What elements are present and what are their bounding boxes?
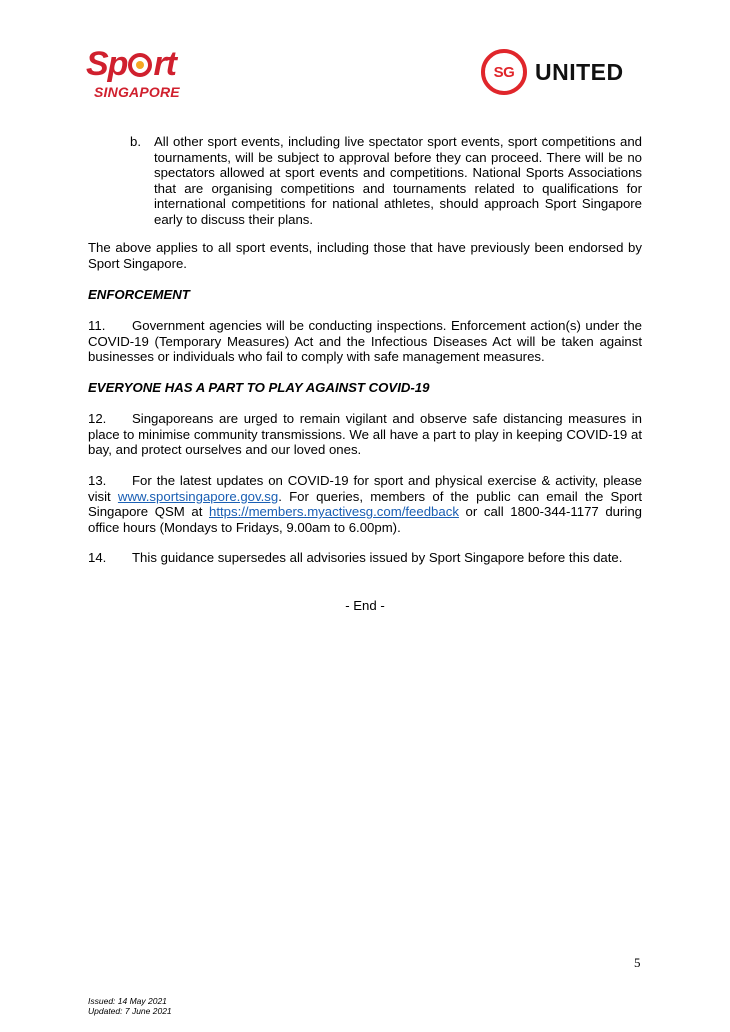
page-number: 5 [634,955,641,970]
applies-paragraph: The above applies to all sport events, including those that have previously been endorsed by Sport Singapore. [88,240,642,271]
paragraph-12-number: 12. [88,411,107,426]
sport-logo-word-post: rt [153,45,177,83]
paragraph-13 [88,473,642,535]
sport-singapore-logo [86,44,206,102]
sportsingapore-link[interactable]: www.sportsingapore.gov.sg [117,488,279,504]
everyone-heading: EVERYONE HAS A PART TO PLAY AGAINST COVID-19 [88,380,430,395]
paragraph-13-number: 13. [88,473,107,488]
footer-dates [88,996,172,1016]
paragraph-13-text-3: or call 1800-344-1177 during office hours (Mondays to Fridays, 9.00am to 6.00pm). [88,504,642,535]
sg-circle-icon [481,49,527,95]
sg-united-word: UNITED [535,59,624,85]
sg-united-logo [481,49,641,97]
sport-logo-subtitle: SINGAPORE [94,84,180,100]
footer-issued: Issued: 14 May 2021 [88,996,167,1006]
feedback-link[interactable]: https://members.myactivesg.com/feedback [208,504,459,520]
end-marker: - End - [345,598,385,613]
list-item-b-text: All other sport events, including live spectator sport events, sport competitions and tournaments, will be subject to approval before they can proceed. There will be no spectators allowed at sport events and competitions. National Sports Associations that are organising competitions and tournaments related to qualifications for international competitions for national athletes, should approach Sport Singapore early to discuss their plans. [154,134,642,227]
paragraph-14-text: This guidance supersedes all advisories issued by Sport Singapore before this date. [132,550,623,565]
sport-logo-word-pre: Sp [86,45,128,83]
paragraph-14-number: 14. [88,550,107,565]
paragraph-11 [88,318,642,365]
paragraph-11-text: Government agencies will be conducting inspections. Enforcement action(s) under the COVID-19 (Temporary Measures) Act and the Infectious Diseases Act will be taken against businesses or individuals who fail to comply with safe management measures. [88,318,642,365]
paragraph-12-text: Singaporeans are urged to remain vigilant and observe safe distancing measures in place to minimise community transmissions. We all have a part to play in keeping COVID-19 at bay, and protect ourselves and our loved ones. [88,411,642,458]
paragraph-14 [88,550,642,566]
enforcement-heading: ENFORCEMENT [88,287,190,302]
paragraph-13-text-1: For the latest updates on COVID-19 for sport and physical exercise & activity, please visit [88,473,642,504]
list-item-b [130,134,642,228]
sg-circle-label: SG [493,63,515,81]
list-item-b-marker: b. [130,134,141,149]
paragraph-13-text-2: . For queries, members of the public can email the Sport Singapore QSM at [88,488,643,520]
footer-updated: Updated: 7 June 2021 [88,1006,172,1016]
paragraph-11-number: 11. [88,318,106,333]
sport-logo-o-icon [128,53,152,77]
paragraph-12 [88,411,642,458]
sport-logo-word [86,44,176,84]
